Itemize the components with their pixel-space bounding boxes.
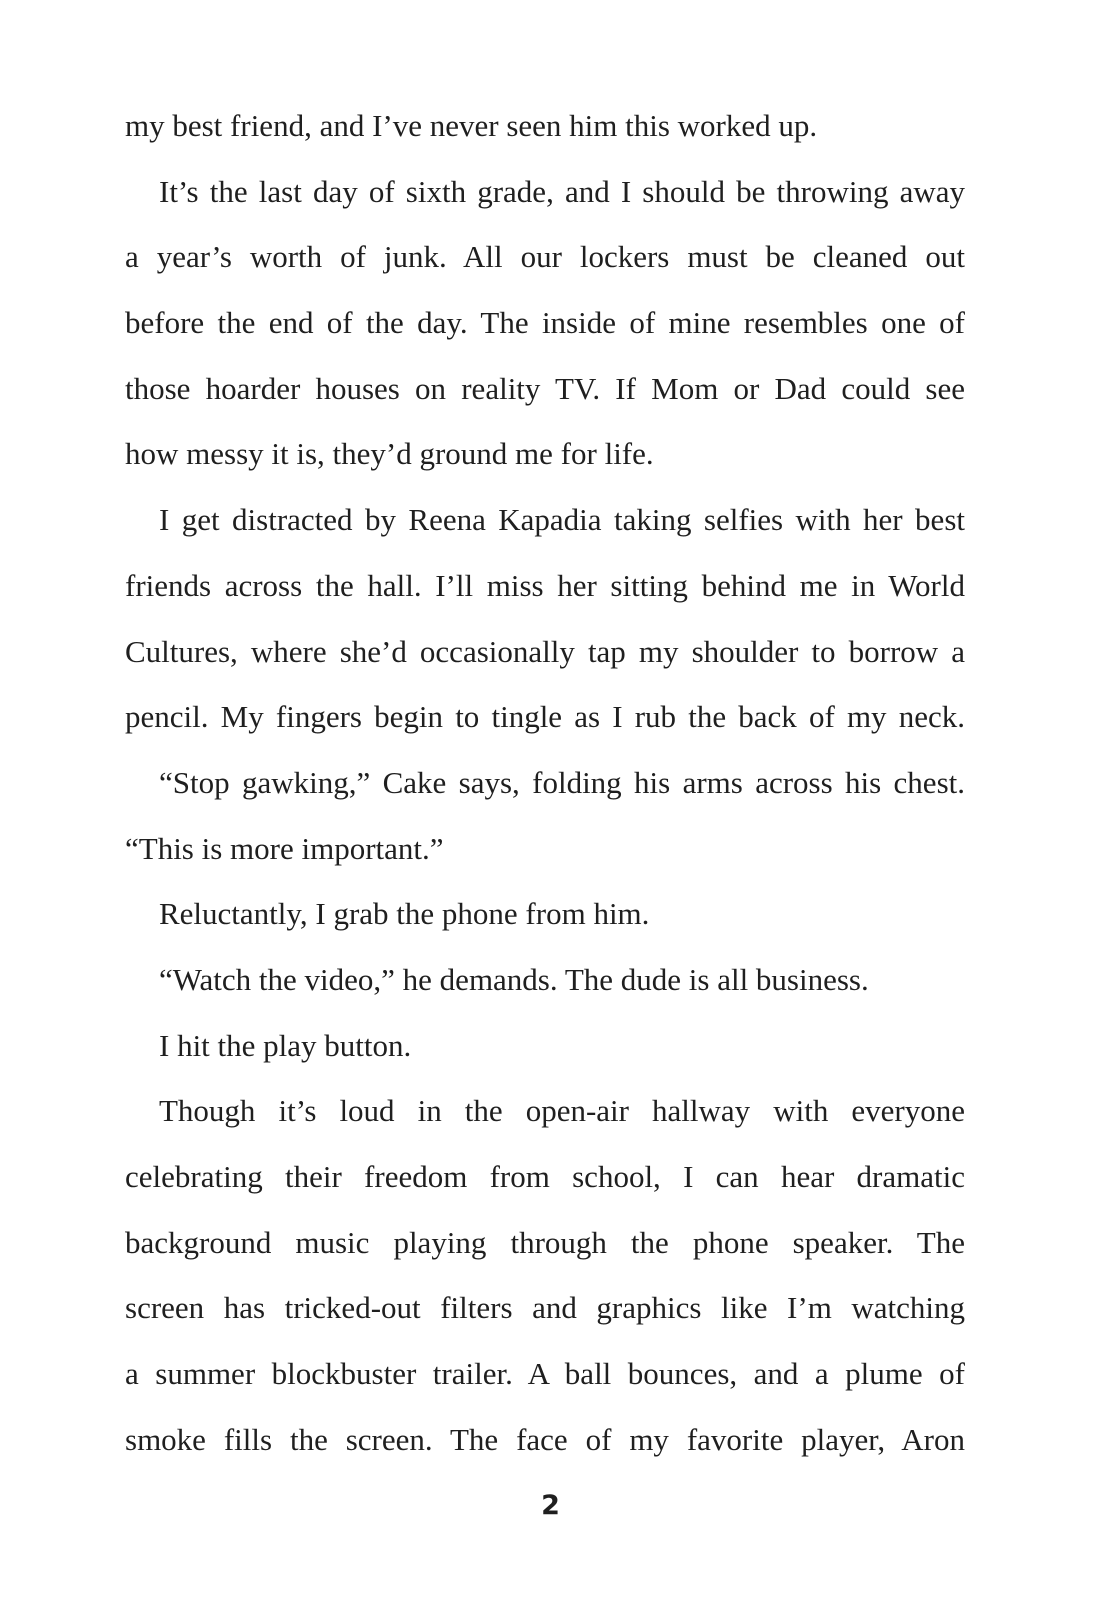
body-text <box>125 93 965 1472</box>
text-line: Though it’s loud in the open-air hallway with everyone <box>159 1093 965 1129</box>
text-line: Reluctantly, I grab the phone from him. <box>159 896 650 932</box>
text-line: a summer blockbuster trailer. A ball bounces, and a plume of <box>125 1356 965 1392</box>
text-line: I get distracted by Reena Kapadia taking selfies with her best <box>159 502 965 538</box>
text-line: “Watch the video,” he demands. The dude is all business. <box>159 961 869 997</box>
text-line: “This is more important.” <box>125 830 444 866</box>
text-line: screen has tricked-out filters and graphics like I’m watching <box>125 1290 965 1326</box>
text-line: friends across the hall. I’ll miss her sitting behind me in World <box>125 567 965 603</box>
text-line: pencil. My fingers begin to tingle as I rub the back of my neck. <box>125 699 965 735</box>
text-line: smoke fills the screen. The face of my favorite player, Aron <box>125 1421 965 1457</box>
text-line: “Stop gawking,” Cake says, folding his arms across his chest. <box>159 764 965 800</box>
text-line: It’s the last day of sixth grade, and I should be throwing away <box>159 173 965 209</box>
text-line: my best friend, and I’ve never seen him this worked up. <box>125 108 818 143</box>
text-line: background music playing through the phone speaker. The <box>125 1224 965 1260</box>
text-line: Cultures, where she’d occasionally tap my shoulder to borrow a <box>125 633 965 669</box>
text-line: before the end of the day. The inside of mine resembles one of <box>125 305 965 341</box>
text-line: those hoarder houses on reality TV. If Mom or Dad could see <box>125 370 965 406</box>
page-number: 2 <box>541 1490 560 1521</box>
text-line: celebrating their freedom from school, I can hear dramatic <box>125 1159 965 1194</box>
text-line: a year’s worth of junk. All our lockers must be cleaned out <box>125 239 965 275</box>
text-line: I hit the play button. <box>159 1027 412 1063</box>
text-line: how messy it is, they’d ground me for life. <box>125 436 654 472</box>
